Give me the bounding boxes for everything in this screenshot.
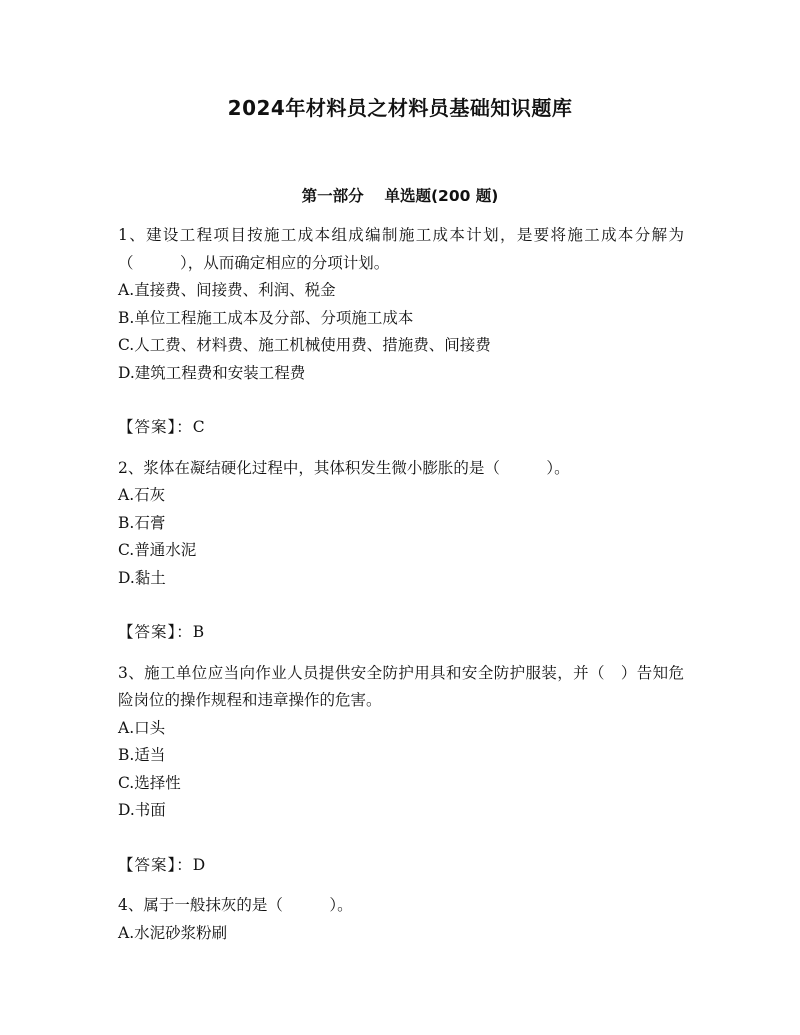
option-b: B.石膏 [118, 513, 166, 532]
option-b: B.适当 [118, 746, 166, 764]
option-a: A.直接费、间接费、利润、税金 [118, 281, 336, 299]
section-title: 第一部分 单选题(200 题) [301, 187, 499, 205]
option-d: D.书面 [118, 801, 166, 819]
question-stem: 2、浆体在凝结硬化过程中，其体积发生微小膨胀的是（ ）。 [118, 458, 570, 477]
option-c: C.选择性 [118, 773, 181, 792]
answer-line [118, 414, 684, 442]
spacer [118, 825, 684, 852]
answer-label: 【答案】： [118, 855, 193, 874]
question-1 [118, 222, 684, 455]
question-3 [118, 660, 684, 893]
option-b: B.单位工程施工成本及分部、分项施工成本 [118, 308, 414, 327]
spacer [118, 387, 684, 414]
spacer [118, 879, 684, 892]
answer-line [118, 619, 684, 647]
question-stem: 4、属于一般抹灰的是（ ）。 [118, 896, 353, 914]
spacer [118, 442, 684, 455]
answer-value: C [192, 418, 205, 436]
spacer [118, 592, 684, 619]
document-title: 2024年材料员之材料员基础知识题库 [227, 96, 573, 120]
answer-label: 【答案】： [118, 418, 193, 436]
answer-value: B [192, 623, 205, 641]
answer-line [118, 852, 684, 880]
question-stem: 3、施工单位应当向作业人员提供安全防护用具和安全防护服装，并（ ）告知危险岗位的操作规程和违章操作的危害。 [118, 663, 684, 709]
option-c: C.人工费、材料费、施工机械使用费、措施费、间接费 [118, 336, 491, 354]
option-d: D.黏土 [118, 568, 166, 587]
option-d: D.建筑工程费和安装工程费 [118, 363, 306, 382]
question-2 [118, 455, 684, 660]
spacer [118, 647, 684, 660]
option-a: A.口头 [118, 718, 166, 737]
question-4 [118, 892, 684, 947]
answer-value: D [192, 855, 206, 874]
question-list [118, 222, 684, 947]
question-stem: 1、建设工程项目按施工成本组成编制施工成本计划，是要将施工成本分解为（ ），从而确定相应的分项计划。 [118, 226, 684, 272]
answer-label: 【答案】： [118, 623, 193, 641]
option-a: A.水泥砂浆粉刷 [118, 923, 228, 942]
option-a: A.石灰 [118, 486, 166, 504]
option-c: C.普通水泥 [118, 541, 197, 559]
